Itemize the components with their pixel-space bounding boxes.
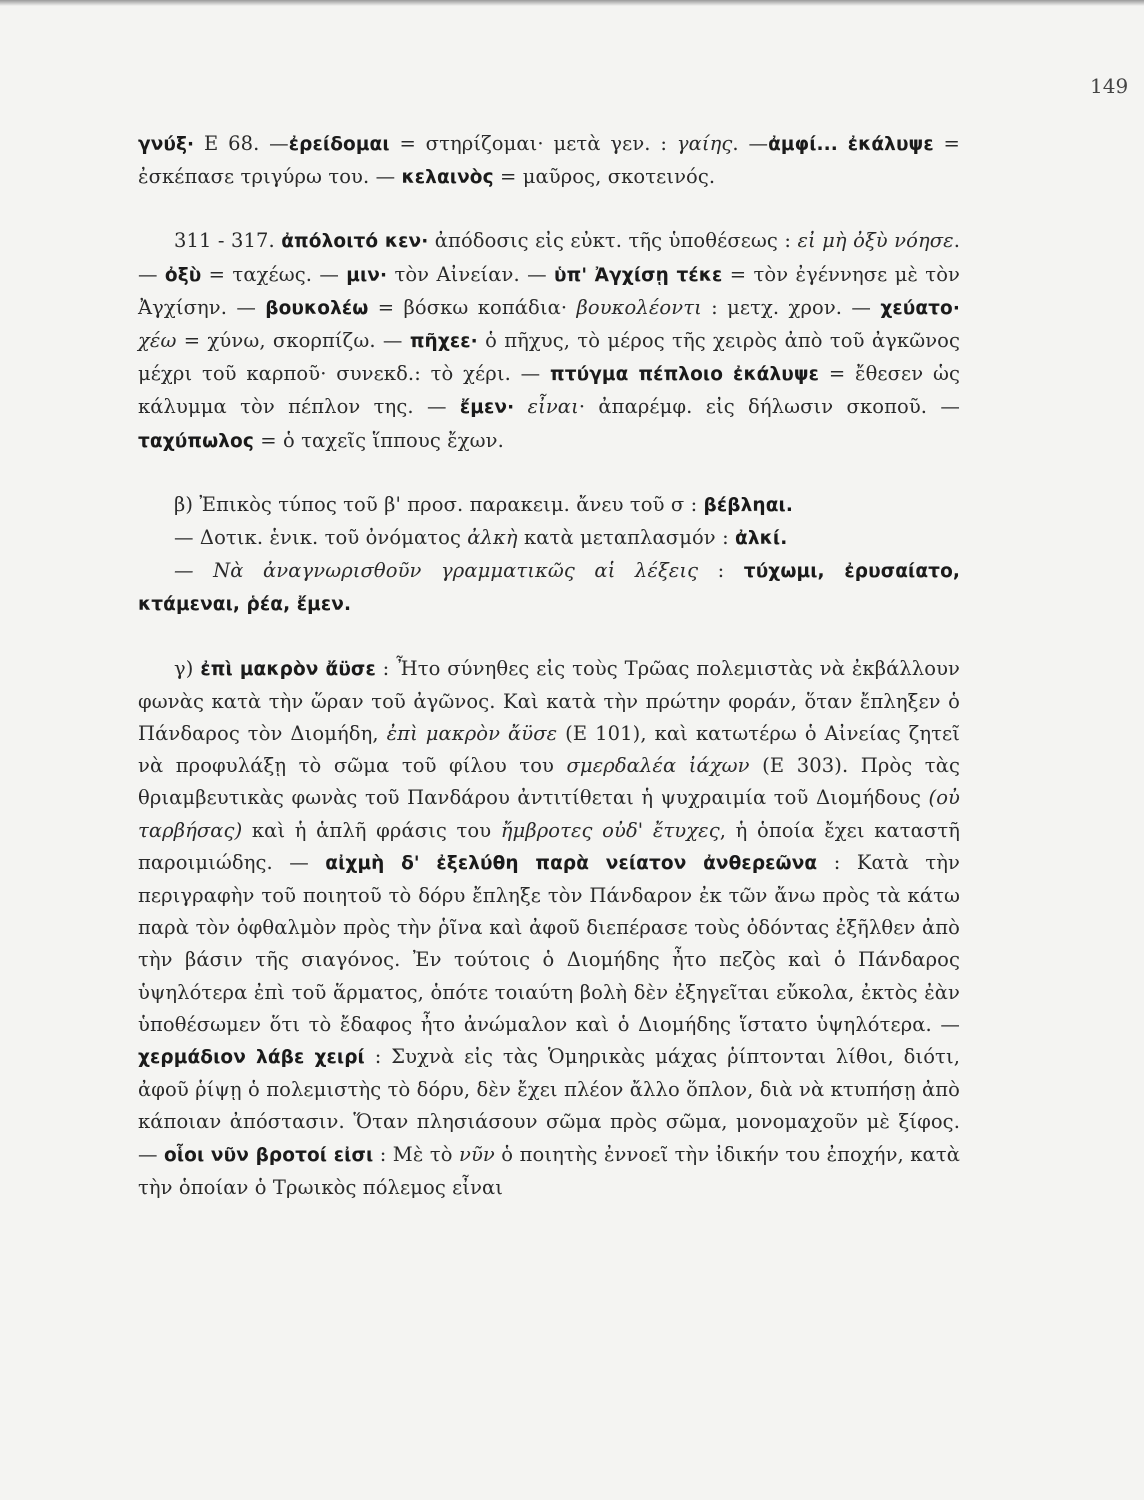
lemma-bold: ἀπόλοιτό κεν·	[281, 231, 429, 253]
quote-italic: — Νὰ ἀναγνωρισθοῦν γραμματικῶς αἱ λέξεις	[174, 559, 699, 583]
lemma-bold: χεύατο·	[880, 297, 960, 319]
text-run: β) Ἐπικὸς τύπος τοῦ β' προσ. παρακειμ. ἄνευ τοῦ σ :	[174, 492, 704, 516]
text-run: . —	[138, 229, 961, 286]
text-run: ὁ πῆχυς, τὸ μέρος τῆς χειρὸς ἀπὸ τοῦ ἀγκῶνος μέχρι τοῦ καρποῦ· συνεκδ.: τὸ χέρι. —	[138, 329, 961, 386]
text-run: = ταχέως. —	[201, 262, 347, 286]
text-run: : Κατὰ τὴν περιγραφὴν τοῦ ποιητοῦ τὸ δόρυ ἔπληξε τὸν Πάνδαρον ἐκ τῶν ἄνω πρὸς τὰ κάτω παρὰ τὸν ὀφθαλμὸν πρὸς τὴν ῥῖνα καὶ ἀφοῦ διεπέρασε τοὺς ὀδόντας ἐξῆλθεν ἀπὸ τὴν βάσιν τῆς σιαγόνος. Ἐν τούτοις ὁ Διομήδης ἦτο πεζὸς καὶ ὁ Πάνδαρος ὑψηλότερα ἐπὶ τοῦ ἅρματος, ὁπότε τοιαύτη βολὴ δὲν ἐξηγεῖται εὔκολα, ἐκτὸς ἐὰν ὑποθέσωμεν ὅτι τὸ ἔδαφος ἦτο ἀνώμαλον καὶ ὁ Διομήδης ἵστατο ὑψηλότερα. —	[138, 850, 960, 1036]
lemma-bold: βέβληαι.	[703, 494, 793, 516]
lemma-bold: ἐκάλυψε	[847, 134, 934, 155]
text-run: = ὁ ταχεῖς ἵππους ἔχων.	[253, 428, 504, 452]
text-run: κατὰ μεταπλασμόν :	[517, 526, 736, 550]
text-run: , ἡ ὁποία ἔχει καταστῆ παροιμιώδης. —	[138, 818, 961, 874]
text-run: καὶ ἡ ἁπλῆ φράσις του	[242, 818, 501, 842]
lemma-bold: γνύξ·	[138, 134, 195, 155]
paragraph-4	[138, 522, 960, 555]
text-run: :	[698, 559, 744, 583]
lemma-bold: πτύγμα πέπλοιο ἐκάλυψε	[549, 364, 820, 386]
text-run: = στηρίζομαι· μετὰ γεν. :	[389, 132, 677, 155]
lemma-bold: ἀλκί.	[735, 528, 788, 550]
text-run: (Ε 303). Πρὸς τὰς θριαμβευτικὰς φωνὰς τοῦ Πανδάρου ἀντιτίθεται ἡ ψυχραιμία τοῦ Διομήδους	[138, 754, 960, 810]
text-run: · ἀπαρέμφ. εἰς δήλωσιν σκοποῦ. —	[578, 395, 960, 419]
text-run: Ε 68. —	[194, 132, 289, 155]
quote-italic: βουκολέοντι	[576, 295, 702, 319]
text-run: . —	[732, 132, 769, 155]
text-run	[838, 132, 848, 155]
quote-italic: (οὐ ταρβήσας)	[138, 786, 960, 842]
lemma-bold: βουκολέω	[265, 297, 369, 319]
text-run: : Ἦτο σύνηθες εἰς τοὺς Τρῶας πολεμιστὰς νὰ ἐκβάλλουν φωνὰς κατὰ τὴν ὥραν τοῦ ἀγῶνος. Καὶ κατὰ τὴν πρώτην φοράν, ὅταν ἔπληξεν ὁ Πάνδαρος τὸν Διομήδη,	[138, 656, 960, 746]
quote-italic: χέω	[138, 329, 177, 353]
lemma-bold: ἐρείδομαι	[288, 134, 390, 155]
text-run: ἀπόδοσις εἰς εὐκτ. τῆς ὑποθέσεως :	[428, 229, 798, 253]
lemma-bold: πῆχεε·	[409, 331, 478, 353]
page-body	[138, 128, 960, 1204]
paragraph-1	[138, 128, 960, 194]
text-run: = ἐσκέπασε τριγύρω του. —	[138, 132, 960, 189]
text-run: = χύνω, σκορπίζω. —	[176, 329, 410, 353]
lemma-bold: κελαινὸς	[401, 167, 494, 189]
text-run	[514, 395, 527, 418]
paragraph-3	[138, 489, 960, 522]
paragraph-2	[138, 225, 960, 457]
quote-italic: ἀλκὴ	[467, 526, 518, 550]
lemma-bold: μιν·	[346, 264, 388, 286]
text-run: γ)	[174, 656, 201, 680]
text-run: — Δοτικ. ἑνικ. τοῦ ὀνόματος	[174, 526, 468, 550]
quote-italic: σμερδαλέα ἰάχων	[566, 754, 750, 778]
text-run: 311 - 317.	[174, 229, 282, 253]
quote-italic: εἰ μὴ ὀξὺ νόησε	[797, 229, 954, 253]
text-run: ὁ ποιητὴς ἐννοεῖ τὴν ἰδικήν του ἐποχήν, κατὰ τὴν ὁποίαν ὁ Τρωικὸς πόλεμος εἶναι	[138, 1142, 960, 1199]
lemma-bold: χερμάδιον λάβε χειρί	[138, 1047, 365, 1069]
paragraph-6	[138, 653, 960, 1204]
quote-italic: γαίης	[676, 132, 733, 155]
lemma-bold: ἔμεν·	[459, 397, 515, 419]
paragraph-5	[138, 555, 960, 621]
quote-italic: εἶναι	[527, 395, 579, 419]
scan-edge	[0, 0, 1144, 6]
lemma-bold: ἐπὶ μακρὸν ἄϋσε	[200, 658, 376, 680]
lemma-bold: ὀξὺ	[164, 264, 202, 286]
text-run: = μαῦρος, σκοτεινός.	[493, 165, 716, 189]
lemma-bold: ταχύπωλος	[138, 430, 254, 452]
text-run: : μετχ. χρον. —	[701, 295, 881, 319]
text-run: = βόσκω κοπάδια·	[368, 295, 577, 319]
lemma-bold: οἷοι νῦν βροτοί εἰσι	[164, 1144, 374, 1166]
quote-italic: ἐπὶ μακρὸν ἄϋσε	[386, 722, 558, 746]
lemma-bold: τύχωμι, ἐρυσαίατο, κτάμεναι, ῥέα, ἔμεν.	[138, 561, 961, 616]
quote-italic: νῦν	[459, 1142, 495, 1166]
text-run: = ἔθεσεν ὡς κάλυμμα τὸν πέπλον της. —	[138, 362, 960, 419]
text-run: : Συχνὰ εἰς τὰς Ὁμηρικὰς μάχας ῥίπτονται λίθοι, διότι, ἀφοῦ ῥίψῃ ὁ πολεμιστὴς τὸ δόρυ, δὲν ἔχει πλέον ἄλλο ὅπλον, διὰ νὰ κτυπήσῃ ἀπὸ κάποιαν ἀπόστασιν. Ὅταν πλησιάσουν σῶμα πρὸς σῶμα, μονομαχοῦν μὲ ξίφος. —	[138, 1045, 960, 1166]
lemma-bold: αἰχμὴ δ' ἐξελύθη παρὰ νείατον ἀνθερεῶνα	[325, 852, 818, 874]
text-run: : Μὲ τὸ	[373, 1142, 460, 1166]
text-run: τὸν Αἰνείαν. —	[387, 262, 555, 286]
lemma-bold: ὑπ' Ἀγχίσῃ τέκε	[554, 264, 723, 286]
text-run: (Ε 101), καὶ κατωτέρω ὁ Αἰνείας ζητεῖ νὰ προφυλάξῃ τὸ σῶμα τοῦ φίλου του	[138, 722, 960, 778]
page-number: 149	[1090, 74, 1129, 98]
lemma-bold: ἀμφί...	[768, 134, 838, 155]
text-run: = τὸν ἐγέννησε μὲ τὸν Ἀγχίσην. —	[138, 262, 960, 319]
quote-italic: ἤμβροτες οὐδ' ἔτυχες	[500, 818, 720, 842]
